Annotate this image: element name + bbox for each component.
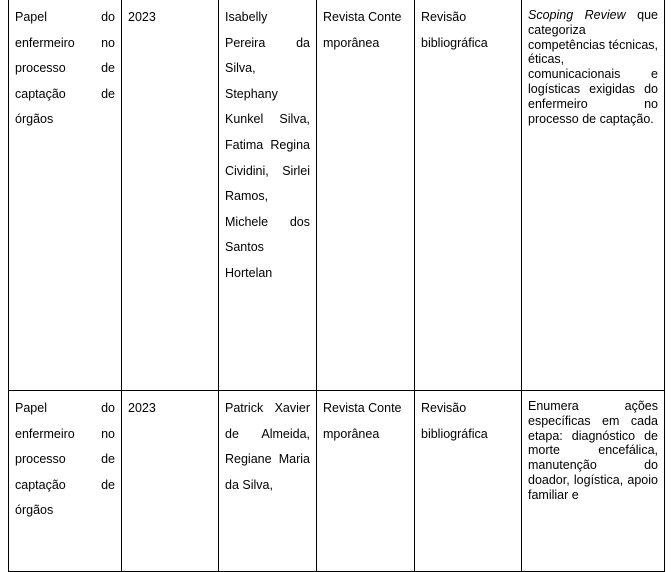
cell-summary [522,391,665,572]
cell-year [122,0,219,391]
summary-text: Enumera ações específicas em cada etapa: diagnóstico de morte encefálica, manutenção do doador, logística, apoio familiar e [528,399,658,502]
cell-journal [317,391,415,572]
cell-journal [317,0,415,391]
title-text: Papel do enfermeiro no processo de captação de órgãos [15,401,115,518]
cell-authors [219,391,317,572]
year-text: 2023 [128,401,156,415]
table-row [9,391,665,572]
table-row [9,0,665,391]
cell-title [9,0,122,391]
literature-table [8,0,665,572]
year-text: 2023 [128,10,156,24]
type-text: Revisão bibliográfica [421,401,488,441]
authors-text: Patrick Xavier de Almeida, Regiane Maria da Silva, [225,401,310,492]
journal-text: Revista Contemporânea [323,10,402,50]
title-text: Papel do enfermeiro no processo de captação de órgãos [15,10,115,127]
summary-text: que categoriza competências técnicas, éticas, comunicacionais e logísticas exigidas do enfermeiro no processo de captação. [528,8,658,126]
cell-summary [522,0,665,391]
authors-text: Isabelly Pereira da Silva, Stephany Kunkel Silva, Fatima Regina Cividini, Sirlei Ramos, Michele dos Santos Hortelan [225,10,310,280]
cell-title [9,391,122,572]
cell-type [415,0,522,391]
cell-year [122,391,219,572]
type-text: Revisão bibliográfica [421,10,488,50]
cell-type [415,391,522,572]
cell-authors [219,0,317,391]
summary-emphasis: Scoping Review [528,8,626,22]
journal-text: Revista Contemporânea [323,401,402,441]
